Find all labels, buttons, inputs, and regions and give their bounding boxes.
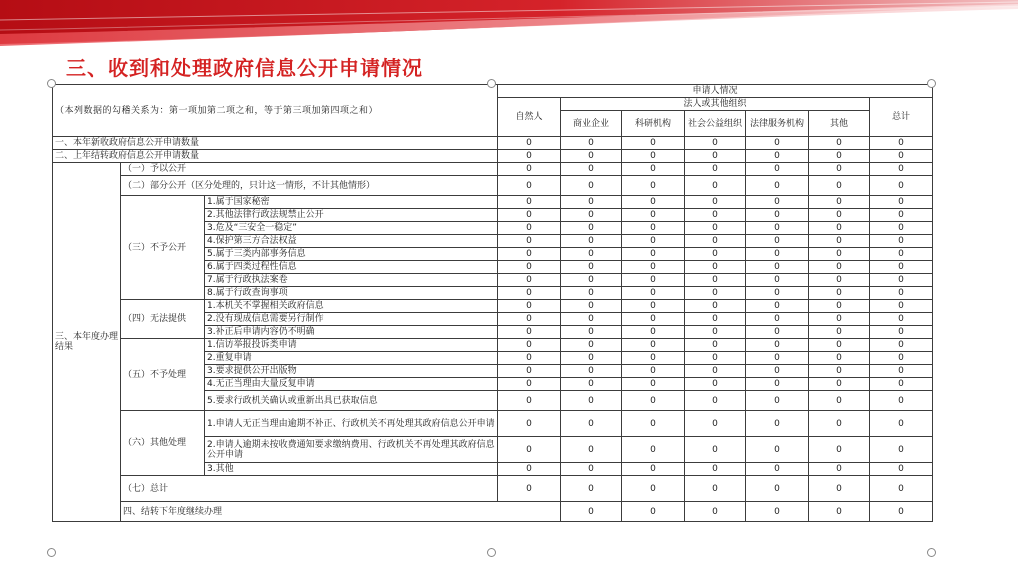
cell-value: 0	[870, 248, 933, 261]
cell-value: 0	[746, 222, 809, 235]
cell-value: 0	[809, 437, 870, 463]
header-public-welfare: 社会公益组织	[685, 111, 746, 137]
cell-value: 0	[498, 437, 561, 463]
cell-value: 0	[498, 339, 561, 352]
cell-value: 0	[870, 196, 933, 209]
table-row	[53, 476, 933, 502]
cell-value: 0	[809, 163, 870, 176]
cell-value: 0	[561, 463, 622, 476]
row-label: 6.属于四类过程性信息	[205, 261, 498, 274]
cell-value: 0	[561, 411, 622, 437]
cell-value: 0	[870, 287, 933, 300]
table-row	[53, 163, 933, 176]
cell-value: 0	[498, 300, 561, 313]
cell-value: 0	[498, 196, 561, 209]
table-row	[53, 339, 933, 352]
cell-value: 0	[870, 261, 933, 274]
row-label: （一）予以公开	[121, 163, 498, 176]
row-label: 3.危及“三安全一稳定”	[205, 222, 498, 235]
cell-value: 0	[685, 261, 746, 274]
cell-value: 0	[561, 261, 622, 274]
cell-value: 0	[685, 137, 746, 150]
cell-value: 0	[622, 248, 685, 261]
header-total: 总计	[870, 98, 933, 137]
cell-value: 0	[870, 378, 933, 391]
cell-value: 0	[809, 365, 870, 378]
cell-value: 0	[498, 411, 561, 437]
cell-value: 0	[622, 235, 685, 248]
cell-value: 0	[561, 196, 622, 209]
resize-handle-bottom-right[interactable]	[927, 548, 936, 557]
cell-value: 0	[870, 411, 933, 437]
cell-value: 0	[685, 352, 746, 365]
cell-value: 0	[561, 300, 622, 313]
cell-value: 0	[685, 313, 746, 326]
row-label: （七）总计	[121, 476, 498, 502]
cell-value: 0	[685, 222, 746, 235]
row-label: 3.补正后申请内容仍不明确	[205, 326, 498, 339]
cell-value: 0	[685, 463, 746, 476]
cell-value: 0	[622, 300, 685, 313]
cell-value: 0	[746, 411, 809, 437]
cell-value: 0	[498, 235, 561, 248]
cell-value: 0	[809, 391, 870, 411]
cell-value: 0	[622, 378, 685, 391]
row-label: 一、本年新收政府信息公开申请数量	[53, 137, 498, 150]
cell-value: 0	[561, 235, 622, 248]
cell-value: 0	[746, 391, 809, 411]
row-label: 4.保护第三方合法权益	[205, 235, 498, 248]
row-label: 3.要求提供公开出版物	[205, 365, 498, 378]
cell-value: 0	[498, 326, 561, 339]
cell-value: 0	[561, 209, 622, 222]
cell-value: 0	[746, 137, 809, 150]
cell-value: 0	[498, 365, 561, 378]
cell-value: 0	[498, 261, 561, 274]
header-natural-person: 自然人	[498, 98, 561, 137]
cell-value: 0	[746, 339, 809, 352]
cell-value: 0	[746, 300, 809, 313]
cell-value: 0	[809, 274, 870, 287]
cell-value: 0	[809, 326, 870, 339]
cell-value: 0	[870, 326, 933, 339]
cell-value: 0	[498, 150, 561, 163]
cell-value: 0	[685, 150, 746, 163]
cell-value: 0	[870, 502, 933, 522]
cell-value: 0	[498, 463, 561, 476]
table-row	[53, 176, 933, 196]
table-row	[53, 502, 933, 522]
group-annual-result: 三、本年度办理结果	[53, 163, 121, 522]
cell-value: 0	[870, 463, 933, 476]
cell-value: 0	[561, 176, 622, 196]
cell-value: 0	[561, 137, 622, 150]
cell-value: 0	[809, 502, 870, 522]
group-other-processing: （六）其他处理	[121, 411, 205, 476]
resize-handle-top-right[interactable]	[927, 79, 936, 88]
header-research: 科研机构	[622, 111, 685, 137]
cell-value: 0	[809, 235, 870, 248]
cell-value: 0	[622, 274, 685, 287]
cell-value: 0	[561, 313, 622, 326]
cell-value: 0	[498, 287, 561, 300]
cell-value: 0	[622, 196, 685, 209]
cell-value: 0	[561, 150, 622, 163]
cell-value: 0	[809, 476, 870, 502]
cell-value: 0	[746, 176, 809, 196]
cell-value: 0	[498, 209, 561, 222]
row-label: 二、上年结转政府信息公开申请数量	[53, 150, 498, 163]
table-note: （本列数据的勾稽关系为：第一项加第二项之和，等于第三项加第四项之和）	[53, 85, 498, 137]
page-title: 三、收到和处理政府信息公开申请情况	[66, 56, 423, 80]
row-label: 1.申请人无正当理由逾期不补正、行政机关不再处理其政府信息公开申请	[205, 411, 498, 437]
cell-value: 0	[809, 287, 870, 300]
report-table-container	[52, 84, 932, 522]
cell-value: 0	[746, 378, 809, 391]
cell-value: 0	[746, 437, 809, 463]
cell-value: 0	[561, 378, 622, 391]
cell-value: 0	[685, 502, 746, 522]
cell-value: 0	[622, 502, 685, 522]
cell-value: 0	[809, 313, 870, 326]
cell-value: 0	[870, 365, 933, 378]
resize-handle-bottom-center[interactable]	[487, 548, 496, 557]
table-row	[53, 196, 933, 209]
cell-value: 0	[685, 437, 746, 463]
cell-value: 0	[870, 163, 933, 176]
cell-value: 0	[870, 274, 933, 287]
row-label: 2.申请人逾期未按收费通知要求缴纳费用、行政机关不再处理其政府信息公开申请	[205, 437, 498, 463]
cell-value: 0	[685, 300, 746, 313]
cell-value: 0	[498, 137, 561, 150]
cell-value: 0	[870, 313, 933, 326]
cell-value: 0	[561, 326, 622, 339]
cell-value: 0	[870, 391, 933, 411]
cell-value: 0	[809, 339, 870, 352]
row-label: 1.属于国家秘密	[205, 196, 498, 209]
group-not-processed: （五）不予处理	[121, 339, 205, 411]
cell-value: 0	[561, 222, 622, 235]
row-label: 四、结转下年度继续办理	[121, 502, 561, 522]
cell-value: 0	[685, 391, 746, 411]
header-commercial: 商业企业	[561, 111, 622, 137]
table-row	[53, 411, 933, 437]
report-table	[52, 84, 933, 522]
cell-value: 0	[809, 209, 870, 222]
cell-value: 0	[746, 502, 809, 522]
cell-value: 0	[622, 261, 685, 274]
cell-value: 0	[498, 222, 561, 235]
cell-value: 0	[622, 339, 685, 352]
cell-value: 0	[870, 476, 933, 502]
cell-value: 0	[622, 137, 685, 150]
cell-value: 0	[746, 261, 809, 274]
cell-value: 0	[622, 463, 685, 476]
cell-value: 0	[622, 150, 685, 163]
row-label: 4.无正当理由大量反复申请	[205, 378, 498, 391]
cell-value: 0	[746, 476, 809, 502]
cell-value: 0	[685, 287, 746, 300]
cell-value: 0	[746, 365, 809, 378]
cell-value: 0	[498, 352, 561, 365]
cell-value: 0	[746, 326, 809, 339]
cell-value: 0	[498, 163, 561, 176]
table-row	[53, 137, 933, 150]
cell-value: 0	[685, 163, 746, 176]
cell-value: 0	[622, 352, 685, 365]
cell-value: 0	[870, 339, 933, 352]
group-not-disclosed: （三）不予公开	[121, 196, 205, 300]
cell-value: 0	[746, 248, 809, 261]
cell-value: 0	[809, 222, 870, 235]
group-unable-provide: （四）无法提供	[121, 300, 205, 339]
row-label: 8.属于行政查询事项	[205, 287, 498, 300]
header-other: 其他	[809, 111, 870, 137]
cell-value: 0	[870, 176, 933, 196]
cell-value: 0	[561, 365, 622, 378]
header-legal-service: 法律服务机构	[746, 111, 809, 137]
table-row	[53, 300, 933, 313]
table-row	[53, 150, 933, 163]
row-label: 7.属于行政执法案卷	[205, 274, 498, 287]
cell-value: 0	[809, 176, 870, 196]
resize-handle-top-left[interactable]	[47, 79, 56, 88]
cell-value: 0	[746, 235, 809, 248]
cell-value: 0	[746, 352, 809, 365]
cell-value: 0	[561, 287, 622, 300]
cell-value: 0	[809, 463, 870, 476]
cell-value: 0	[622, 163, 685, 176]
cell-value: 0	[561, 476, 622, 502]
cell-value: 0	[685, 378, 746, 391]
cell-value: 0	[561, 391, 622, 411]
cell-value: 0	[622, 209, 685, 222]
cell-value: 0	[498, 378, 561, 391]
row-label: 2.重复申请	[205, 352, 498, 365]
cell-value: 0	[561, 163, 622, 176]
cell-value: 0	[870, 300, 933, 313]
cell-value: 0	[870, 209, 933, 222]
resize-handle-bottom-left[interactable]	[47, 548, 56, 557]
cell-value: 0	[498, 476, 561, 502]
row-label: （二）部分公开（区分处理的，只计这一情形，不计其他情形）	[121, 176, 498, 196]
cell-value: 0	[870, 150, 933, 163]
cell-value: 0	[622, 222, 685, 235]
cell-value: 0	[622, 313, 685, 326]
cell-value: 0	[809, 378, 870, 391]
cell-value: 0	[746, 274, 809, 287]
cell-value: 0	[870, 222, 933, 235]
header-applicant-group: 申请人情况	[498, 85, 933, 98]
cell-value: 0	[746, 150, 809, 163]
cell-value: 0	[809, 137, 870, 150]
cell-value: 0	[809, 196, 870, 209]
cell-value: 0	[870, 352, 933, 365]
header-banner	[0, 0, 1018, 48]
cell-value: 0	[622, 476, 685, 502]
cell-value: 0	[622, 391, 685, 411]
cell-value: 0	[561, 437, 622, 463]
row-label: 3.其他	[205, 463, 498, 476]
cell-value: 0	[685, 196, 746, 209]
cell-value: 0	[746, 209, 809, 222]
cell-value: 0	[685, 326, 746, 339]
cell-value: 0	[622, 326, 685, 339]
cell-value: 0	[685, 209, 746, 222]
row-label: 5.属于三类内部事务信息	[205, 248, 498, 261]
cell-value: 0	[809, 411, 870, 437]
cell-value: 0	[809, 150, 870, 163]
cell-value: 0	[561, 274, 622, 287]
cell-value: 0	[870, 235, 933, 248]
cell-value: 0	[622, 411, 685, 437]
cell-value: 0	[622, 287, 685, 300]
cell-value: 0	[746, 463, 809, 476]
cell-value: 0	[809, 261, 870, 274]
cell-value: 0	[498, 391, 561, 411]
row-label: 2.没有现成信息需要另行制作	[205, 313, 498, 326]
cell-value: 0	[685, 476, 746, 502]
cell-value: 0	[746, 196, 809, 209]
cell-value: 0	[809, 248, 870, 261]
cell-value: 0	[685, 339, 746, 352]
header-legal-group: 法人或其他组织	[561, 98, 870, 111]
cell-value: 0	[685, 235, 746, 248]
cell-value: 0	[685, 411, 746, 437]
cell-value: 0	[685, 176, 746, 196]
cell-value: 0	[622, 437, 685, 463]
cell-value: 0	[561, 248, 622, 261]
cell-value: 0	[561, 352, 622, 365]
cell-value: 0	[561, 502, 622, 522]
cell-value: 0	[809, 300, 870, 313]
cell-value: 0	[498, 176, 561, 196]
cell-value: 0	[622, 365, 685, 378]
cell-value: 0	[561, 339, 622, 352]
cell-value: 0	[809, 352, 870, 365]
cell-value: 0	[870, 137, 933, 150]
row-label: 5.要求行政机关确认或重新出具已获取信息	[205, 391, 498, 411]
cell-value: 0	[870, 437, 933, 463]
row-label: 1.信访举报投诉类申请	[205, 339, 498, 352]
row-label: 1.本机关不掌握相关政府信息	[205, 300, 498, 313]
cell-value: 0	[498, 313, 561, 326]
cell-value: 0	[746, 163, 809, 176]
cell-value: 0	[746, 313, 809, 326]
cell-value: 0	[498, 248, 561, 261]
resize-handle-top-center[interactable]	[487, 79, 496, 88]
row-label: 2.其他法律行政法规禁止公开	[205, 209, 498, 222]
cell-value: 0	[746, 287, 809, 300]
cell-value: 0	[622, 176, 685, 196]
cell-value: 0	[685, 248, 746, 261]
cell-value: 0	[685, 274, 746, 287]
cell-value: 0	[498, 274, 561, 287]
cell-value: 0	[685, 365, 746, 378]
